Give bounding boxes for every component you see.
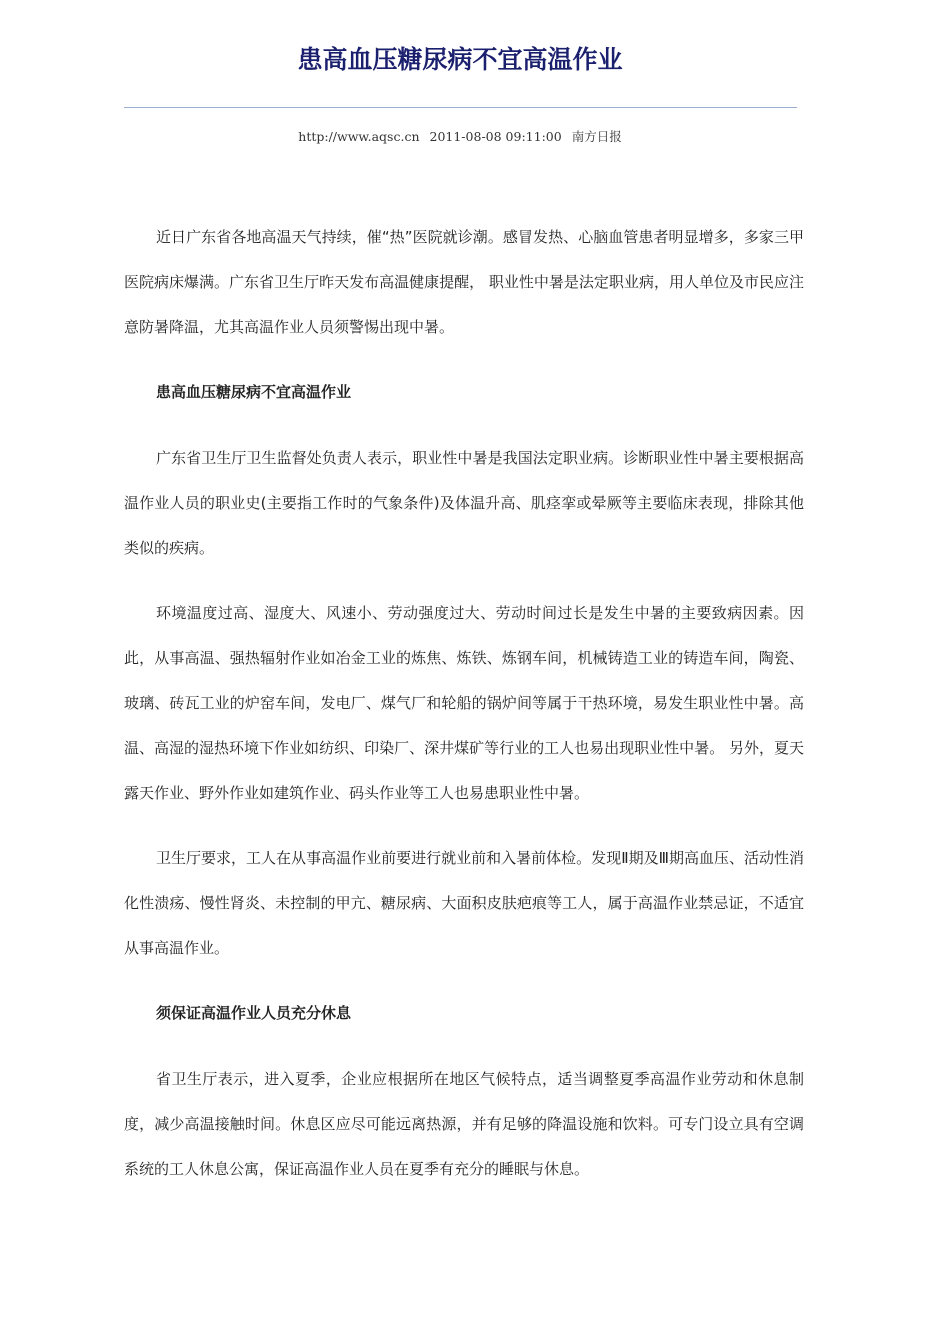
article-title: 患高血压糖尿病不宜高温作业 <box>297 45 623 74</box>
article-meta <box>0 127 920 147</box>
paragraph-rest: 省卫生厅表示，进入夏季，企业应根据所在地区气候特点，适当调整夏季高温作业劳动和休息制度，减少高温接触时间。休息区应尽可能远离热源，并有足够的降温设施和饮料。可专门设立具有空调系统的工人休息公寓，保证高温作业人员在夏季有充分的睡眠与休息。 <box>124 1070 804 1178</box>
publish-datetime: 2011-08-08 09:11:00 <box>429 129 562 144</box>
section-heading-1: 患高血压糖尿病不宜高温作业 <box>156 383 352 401</box>
title-divider <box>124 107 797 108</box>
paragraph-diagnosis: 广东省卫生厅卫生监督处负责人表示，职业性中暑是我国法定职业病。诊断职业性中暑主要根据高温作业人员的职业史(主要指工作时的气象条件)及体温升高、肌痉挛或晕厥等主要临床表现，排除其他类似的疾病。 <box>124 449 804 557</box>
source-url: http://www.aqsc.cn <box>298 129 420 144</box>
paragraph-intro: 近日广东省各地高温天气持续，催“热”医院就诊潮。感冒发热、心脑血管患者明显增多，多家三甲医院病床爆满。广东省卫生厅昨天发布高温健康提醒， 职业性中暑是法定职业病，用人单位及市民应注意防暑降温，尤其高温作业人员须警惕出现中暑。 <box>124 228 804 336</box>
news-source: 南方日报 <box>571 129 622 144</box>
paragraph-environment: 环境温度过高、湿度大、风速小、劳动强度过大、劳动时间过长是发生中暑的主要致病因素。因此，从事高温、强热辐射作业如冶金工业的炼焦、炼铁、炼钢车间，机械铸造工业的铸造车间，陶瓷、玻璃、砖瓦工业的炉窑车间，发电厂、煤气厂和轮船的锅炉间等属于干热环境，易发生职业性中暑。高温、高湿的湿热环境下作业如纺织、印染厂、深井煤矿等行业的工人也易出现职业性中暑。 另外，夏天露天作业、野外作业如建筑作业、码头作业等工人也易患职业性中暑。 <box>124 604 804 802</box>
paragraph-requirements: 卫生厅要求，工人在从事高温作业前要进行就业前和入暑前体检。发现Ⅱ期及Ⅲ期高血压、活动性消化性溃疡、慢性肾炎、未控制的甲亢、糖尿病、大面积皮肤疤痕等工人，属于高温作业禁忌证，不适宜从事高温作业。 <box>124 849 804 957</box>
article-body <box>124 215 804 1212</box>
section-heading-2: 须保证高温作业人员充分休息 <box>156 1004 352 1022</box>
